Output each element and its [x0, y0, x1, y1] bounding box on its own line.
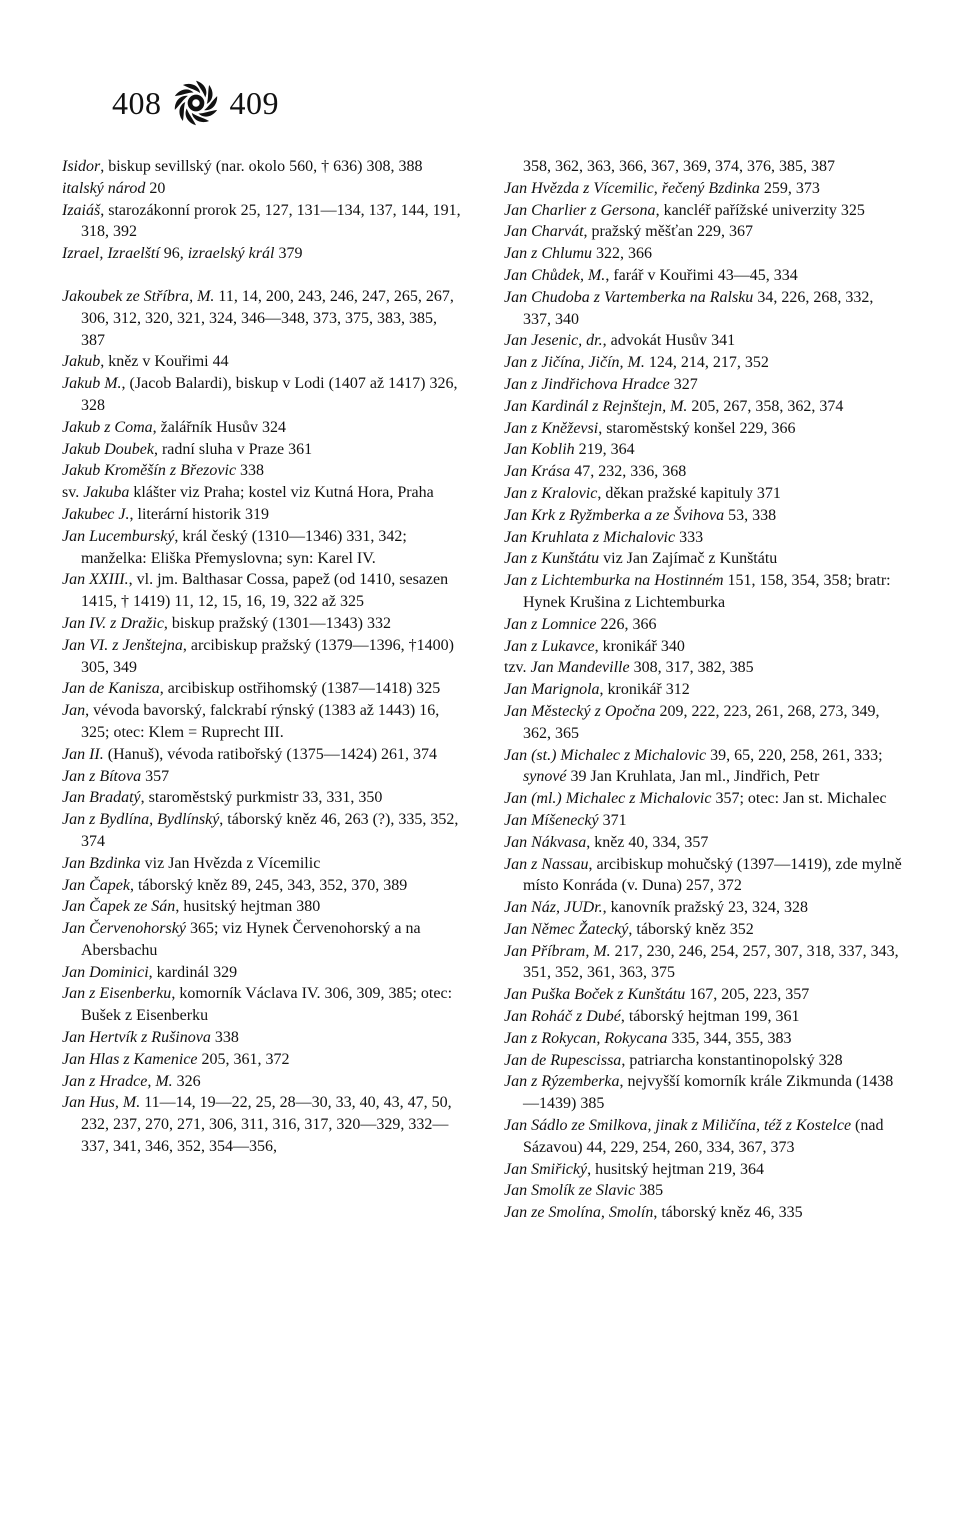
entry-name: Jan Nákvasa — [504, 833, 587, 851]
entry-text: , kněz 40, 334, 357 — [586, 833, 709, 851]
entry-name: Jan ze Smolína, Smolín — [504, 1204, 654, 1222]
index-entry — [504, 984, 904, 1006]
entry-name: Jan de Kanisza — [62, 680, 160, 698]
index-entry — [62, 460, 462, 482]
index-entry — [504, 788, 904, 810]
index-entry — [504, 1202, 904, 1224]
index-entry — [504, 941, 904, 985]
index-entry — [62, 439, 462, 461]
index-entry — [504, 200, 904, 222]
index-entry — [504, 745, 904, 789]
entry-name: synové — [523, 768, 567, 786]
entry-name: Jakub — [62, 353, 101, 371]
entry-prefix: tzv. — [504, 659, 531, 677]
entry-text: 326 — [172, 1072, 201, 1090]
entry-name: Jakub z Coma — [62, 418, 153, 436]
index-entry — [504, 810, 904, 832]
entry-name: Jan z Rokycan, Rokycana — [504, 1029, 668, 1047]
index-entry — [504, 243, 904, 265]
entry-text: , vévoda bavorský, falckrabí rýnský (1383 až 1443) 16, 325; otec: Klem = Ruprecht III. — [81, 702, 440, 741]
index-entry — [62, 569, 462, 613]
entry-text: 322, 366 — [592, 245, 652, 263]
entry-text: 226, 366 — [596, 615, 657, 633]
entry-text: , advokát Husův 341 — [602, 332, 736, 350]
entry-text: , děkan pražské kapituly 371 — [597, 484, 781, 502]
entry-name: Jan Smiřický — [504, 1160, 588, 1178]
entry-text: , táborský kněz 352 — [628, 920, 754, 938]
entry-name: Jakubec J. — [62, 505, 130, 523]
entry-prefix: sv. — [62, 484, 84, 502]
entry-text: 205, 267, 358, 362, 374 — [687, 397, 844, 415]
entry-name: Jan Hlas z Kamenice — [62, 1050, 198, 1068]
index-entry — [504, 505, 904, 527]
entry-name: Jan Kruhlata z Michalovic — [504, 528, 676, 546]
entry-name: Jan (st.) Michalec z Michalovic — [504, 746, 707, 764]
entry-text: , táborský kněz 46, 263 (?), 335, 352, 374 — [81, 811, 459, 850]
index-entry — [62, 243, 462, 265]
entry-name: Jakub Doubek — [62, 440, 154, 458]
index-entry — [504, 1071, 904, 1115]
entry-text: 259, 373 — [759, 179, 820, 197]
entry-name: Jan Sádlo ze Smilkova, jinak z Miličína, též z Kostelce — [504, 1117, 852, 1135]
entry-name: Jan Lucemburský — [62, 527, 175, 545]
entry-name: Jan Dominici — [62, 963, 149, 981]
entry-name: Jan Jesenic, dr. — [504, 332, 603, 350]
entry-text: , biskup pražský (1301—1343) 332 — [163, 614, 392, 632]
entry-text: , staroměstský konšel 229, 366 — [598, 419, 796, 437]
entry-name: Jan Chůdek, M. — [504, 266, 606, 284]
index-entry — [62, 875, 462, 897]
index-entry — [504, 657, 904, 679]
index-entry — [62, 635, 462, 679]
entry-name: Jan z Bydlína, Bydlínský — [62, 811, 220, 829]
entry-name: Jan z Lichtemburka na Hostinném — [504, 572, 724, 590]
index-entry — [504, 374, 904, 396]
entry-text: , táborský kněz 89, 245, 343, 352, 370, 389 — [129, 876, 408, 894]
entry-text: , kancléř pařížské univerzity 325 — [655, 201, 865, 219]
index-entry — [504, 548, 904, 570]
index-entry — [62, 766, 462, 788]
entry-text: , nejvyšší komorník krále Zikmunda (1438—1439) 385 — [523, 1073, 894, 1113]
index-entry — [504, 221, 904, 243]
index-entry — [504, 897, 904, 919]
index-entry — [62, 983, 462, 1027]
entry-name: Jan Koblih — [504, 441, 575, 459]
index-entry — [62, 962, 462, 984]
entry-name: Izaiáš — [62, 201, 101, 219]
entry-text: , (Jacob Balardi), biskup v Lodi (1407 až 1417) 326, 328 — [81, 375, 458, 414]
entry-name: Jan Hertvík z Rušinova — [62, 1029, 211, 1047]
entry-name: Jan — [62, 702, 86, 720]
entry-name: Jan Chudoba z Vartemberka na Ralsku — [504, 288, 754, 306]
entry-name: Jan Krása — [504, 463, 571, 481]
entry-text: 365; viz Hynek Červenohorský a na Abersbachu — [81, 920, 421, 959]
entry-text: 39 Jan Kruhlata, Jan ml., Jindřich, Petr — [566, 768, 820, 786]
entry-text: , táborský hejtman 199, 361 — [620, 1008, 800, 1026]
index-entry — [504, 265, 904, 287]
entry-text: 209, 222, 223, 261, 268, 273, 349, 362, 365 — [523, 702, 880, 742]
index-entry — [62, 1027, 462, 1049]
index-entry — [504, 483, 904, 505]
index-entry — [504, 570, 904, 614]
entry-text: , kněz v Kouřimi 44 — [100, 353, 229, 371]
index-entry — [504, 1050, 904, 1072]
index-entry — [504, 396, 904, 418]
entry-name: Jan z Chlumu — [504, 245, 592, 263]
entry-text: 357 — [141, 767, 170, 785]
entry-name: Jakoubek ze Stříbra, M. — [62, 287, 215, 305]
index-entry — [504, 1006, 904, 1028]
index-entry — [62, 700, 462, 744]
index-entry — [504, 352, 904, 374]
index-entry — [62, 613, 462, 635]
index-entry — [504, 287, 904, 331]
index-entry — [504, 1159, 904, 1181]
entry-name: Jan Marignola — [504, 681, 600, 699]
entry-text: , kanovník pražský 23, 324, 328 — [602, 899, 808, 917]
index-entry — [62, 373, 462, 417]
index-entry — [504, 701, 904, 745]
entry-text: , husitský hejtman 219, 364 — [587, 1160, 764, 1178]
entry-name: Jan XXIII. — [62, 571, 129, 589]
entry-text: , kardinál 329 — [148, 963, 238, 981]
entry-text: 11, 14, 200, 243, 246, 247, 265, 267, 306, 312, 320, 321, 324, 346—348, 373, 375, 383, 385, 387 — [81, 287, 454, 349]
entry-name: Jan z Jindřichova Hradce — [504, 375, 670, 393]
index-entry — [62, 896, 462, 918]
entry-name: Jan z Jičína, Jičín, M. — [504, 354, 645, 372]
index-entry — [62, 744, 462, 766]
entry-text: 219, 364 — [574, 441, 635, 459]
entry-text: , arcibiskup pražský (1379—1396, †1400) 305, 349 — [81, 636, 454, 676]
entry-text: 308, 317, 382, 385 — [629, 659, 754, 677]
entry-name: Jan II. — [62, 745, 104, 763]
entry-name: Jan Čapek ze Sán — [62, 898, 176, 916]
entry-name: Jan z Kněževsi — [504, 419, 599, 437]
index-entry — [504, 178, 904, 200]
entry-name: Jan z Kralovic — [504, 484, 598, 502]
entry-name: Jan Červenohorský — [62, 920, 186, 938]
entry-text: 20 — [145, 179, 166, 197]
entry-name: Jan Krk z Ryžmberka a ze Švihova — [504, 506, 725, 524]
entry-text: , staroměstský purkmistr 33, 331, 350 — [140, 789, 383, 807]
entry-text: 167, 205, 223, 357 — [685, 986, 810, 1004]
entry-text: klášter viz Praha; kostel viz Kutná Hora, Praha — [129, 484, 434, 502]
entry-text: , kronikář 340 — [594, 637, 685, 655]
entry-name: Jan z Lomnice — [504, 615, 597, 633]
index-entry — [62, 1071, 462, 1093]
index-entry — [62, 351, 462, 373]
entry-name: Jan Mandeville — [530, 659, 630, 677]
index-entry — [62, 156, 462, 178]
entry-text: 34, 226, 268, 332, 337, 340 — [523, 288, 874, 328]
index-entry — [504, 156, 904, 178]
entry-text: 205, 361, 372 — [197, 1050, 290, 1068]
index-entry — [62, 482, 462, 504]
entry-text: 53, 338 — [724, 506, 777, 524]
entry-text: 327 — [669, 375, 698, 393]
index-column-left — [62, 156, 462, 1158]
entry-text: , starozákonní prorok 25, 127, 131—134, 137, 144, 191, 318, 392 — [81, 201, 461, 241]
index-entry — [504, 418, 904, 440]
entry-text: 385 — [635, 1182, 664, 1200]
entry-text: 124, 214, 217, 352 — [644, 354, 769, 372]
entry-name: Jan Smolík ze Slavic — [504, 1182, 636, 1200]
entry-text: , patriarcha konstantinopolský 328 — [621, 1051, 843, 1069]
entry-text: 151, 158, 354, 358; bratr: Hynek Krušina z Lichtemburka — [523, 572, 891, 611]
page-header — [112, 78, 279, 128]
entry-name: Jan VI. z Jenštejna — [62, 636, 183, 654]
entry-text: , táborský kněz 46, 335 — [653, 1204, 803, 1222]
entry-text: , husitský hejtman 380 — [175, 898, 321, 916]
index-entry — [504, 614, 904, 636]
index-entry — [62, 178, 462, 200]
entry-text: , radní sluha v Praze 361 — [153, 440, 313, 458]
entry-text: viz Jan Hvězda z Vícemilic — [140, 854, 321, 872]
index-entry — [504, 1115, 904, 1159]
entry-name: Jan Čapek — [62, 876, 130, 894]
index-entry — [62, 853, 462, 875]
entry-name: Jan z Nassau — [504, 855, 589, 873]
entry-text: 217, 230, 246, 254, 257, 307, 318, 337, 343, 351, 352, 361, 363, 375 — [523, 942, 899, 982]
index-entry — [504, 439, 904, 461]
index-entry — [62, 286, 462, 351]
entry-name: Jan Městecký z Opočna — [504, 702, 656, 720]
entry-text: , vl. jm. Balthasar Cossa, papež (od 1410, sesazen 1415, † 1419) 11, 12, 15, 16, 19, 322 až 325 — [81, 571, 449, 611]
entry-text: , komorník Václava IV. 306, 309, 385; otec: Bušek z Eisenberku — [81, 985, 453, 1025]
entry-text: 379 — [274, 245, 303, 263]
index-entry — [504, 636, 904, 658]
entry-text: , žalářník Husův 324 — [152, 418, 286, 436]
index-entry — [62, 1049, 462, 1071]
index-entry — [504, 679, 904, 701]
entry-text: 371 — [598, 811, 627, 829]
index-entry — [504, 919, 904, 941]
entry-text: , literární historik 319 — [129, 505, 270, 523]
entry-text: 335, 344, 355, 383 — [667, 1029, 792, 1047]
entry-text: , král český (1310—1346) 331, 342; manželka: Eliška Přemyslovna; syn: Karel IV. — [81, 527, 407, 567]
entry-name: Jan z Lukavce — [504, 637, 595, 655]
entry-name: Jan Hvězda z Vícemilic, řečený Bzdinka — [504, 179, 760, 197]
entry-name: Jan IV. z Dražic — [62, 614, 164, 632]
index-entry — [504, 832, 904, 854]
entry-name: Jan Kardinál z Rejnštejn, M. — [504, 397, 688, 415]
entry-name: Isidor — [62, 158, 101, 175]
entry-name: Jan z Rýzemberka — [504, 1073, 620, 1091]
index-entry — [62, 1092, 462, 1157]
entry-name: Jan Charvát — [504, 223, 584, 241]
entry-text: 11—14, 19—22, 25, 28—30, 33, 40, 43, 47, 50, 232, 237, 270, 271, 306, 311, 316, 317, 320—329, 332—337, 341, 346, 352, 354—356, — [81, 1094, 452, 1156]
entry-name: Jan z Kunštátu — [504, 550, 600, 568]
entry-text: 39, 65, 220, 258, 261, 333; — [706, 746, 883, 764]
entry-text: 358, 362, 363, 366, 367, 369, 374, 376, 385, 387 — [523, 158, 835, 175]
entry-text: 333 — [675, 528, 704, 546]
entry-name: Jan de Rupescissa — [504, 1051, 622, 1069]
entry-text: 338 — [210, 1029, 239, 1047]
entry-name: Jan Náz, JUDr. — [504, 899, 603, 917]
entry-name: italský národ — [62, 179, 146, 197]
index-entry — [504, 461, 904, 483]
index-column-right — [504, 156, 904, 1224]
index-entry — [62, 417, 462, 439]
entry-text: , pražský měšťan 229, 367 — [583, 223, 754, 241]
entry-name: Jan z Hradce, M. — [62, 1072, 173, 1090]
index-entry — [62, 504, 462, 526]
entry-text: , arcibiskup mohučský (1397—1419), zde mylně místo Konráda (v. Duna) 257, 372 — [523, 855, 902, 895]
entry-name: Jan Bradatý — [62, 789, 141, 807]
entry-text: , kronikář 312 — [599, 681, 690, 699]
index-entry — [504, 1028, 904, 1050]
index-entry — [62, 918, 462, 962]
entry-text: viz Jan Zajímač z Kunštátu — [599, 550, 778, 568]
entry-text: 96, — [159, 245, 188, 263]
entry-name: Jakub Kroměšín z Březovic — [62, 462, 237, 480]
entry-name: Izrael, Izraelští — [62, 245, 160, 263]
entry-name: Jan Charlier z Gersona — [504, 201, 656, 219]
entry-name: Jan Hus, M. — [62, 1094, 141, 1112]
index-entry — [62, 809, 462, 853]
entry-name: Jan Roháč z Dubé — [504, 1008, 621, 1026]
entry-text: , biskup sevillský (nar. okolo 560, † 636) 308, 388 — [100, 158, 423, 175]
page-number-right: 409 — [229, 84, 279, 121]
entry-name: Jan Míšenecký — [504, 811, 599, 829]
entry-name: Jan Příbram, M. — [504, 942, 611, 960]
entry-name: Jan Němec Žatecký — [504, 920, 629, 938]
entry-name: izraelský král — [187, 245, 275, 263]
index-entry — [504, 330, 904, 352]
entry-text: 357; otec: Jan st. Michalec — [711, 790, 887, 808]
entry-name: Jan z Bítova — [62, 767, 142, 785]
entry-name: Jan Bzdinka — [62, 854, 141, 872]
entry-name: Jakub M. — [62, 375, 122, 393]
entry-name: Jan Puška Boček z Kunštátu — [504, 986, 686, 1004]
entry-name: Jakuba — [83, 484, 130, 502]
index-entry — [62, 526, 462, 570]
index-entry — [62, 200, 462, 244]
entry-text: , arcibiskup ostřihomský (1387—1418) 325 — [159, 680, 441, 698]
index-entry — [504, 854, 904, 898]
entry-name: Jan z Eisenberku — [62, 985, 172, 1003]
entry-text: , farář v Kouřimi 43—45, 334 — [605, 266, 798, 284]
entry-name: Jan (ml.) Michalec z Michalovic — [504, 790, 712, 808]
index-entry — [504, 527, 904, 549]
index-entry — [62, 678, 462, 700]
entry-text: (nad Sázavou) 44, 229, 254, 260, 334, 367, 373 — [523, 1117, 884, 1156]
entry-text: 47, 232, 336, 368 — [570, 463, 687, 481]
entry-text: (Hanuš), vévoda ratibořský (1375—1424) 261, 374 — [103, 745, 438, 763]
index-entry — [62, 787, 462, 809]
swirl-ornament-icon — [168, 78, 224, 128]
page-number-left: 408 — [112, 84, 162, 121]
entry-text: 338 — [236, 462, 265, 480]
index-entry — [504, 1180, 904, 1202]
